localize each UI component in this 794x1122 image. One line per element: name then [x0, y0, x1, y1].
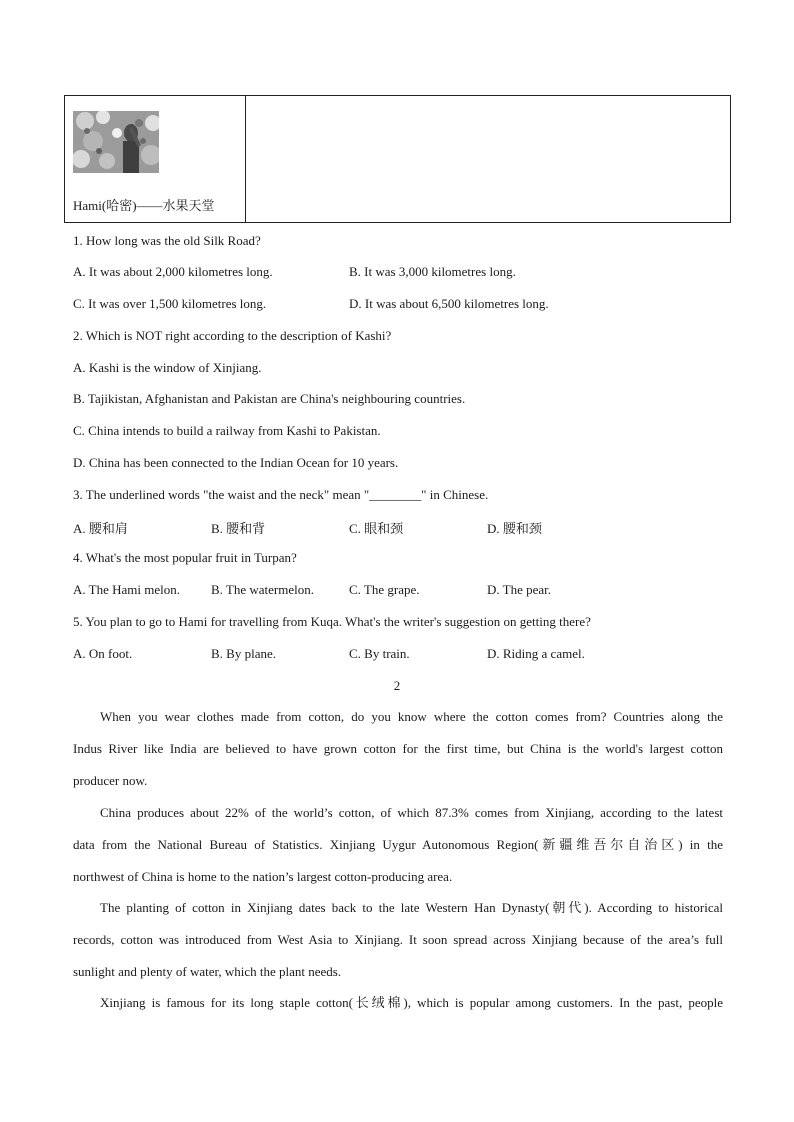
passage-line: sunlight and plenty of water, which the plant needs.	[73, 964, 342, 979]
question-4-stem: 4. What's the most popular fruit in Turpan?	[73, 550, 297, 565]
passage-line: northwest of China is home to the nation’s largest cotton-producing area.	[73, 869, 453, 884]
table-divider	[245, 96, 246, 222]
question-1-option-d: D. It was about 6,500 kilometres long.	[349, 296, 549, 311]
question-1-option-a: A. It was about 2,000 kilometres long.	[73, 264, 273, 279]
question-3-option-c: C. 眼和颈	[349, 521, 404, 536]
question-4-option-a: A. The Hami melon.	[73, 582, 180, 597]
question-3-stem: 3. The underlined words "the waist and the neck" mean "________" in Chinese.	[73, 487, 489, 502]
question-3-option-a: A. 腰和肩	[73, 521, 128, 536]
passage-paragraph-1	[73, 709, 723, 805]
question-2-stem: 2. Which is NOT right according to the description of Kashi?	[73, 328, 392, 343]
passage-paragraph-4	[73, 995, 723, 1027]
question-4-option-b: B. The watermelon.	[211, 582, 315, 597]
passage-line: data from the National Bureau of Statistics. Xinjiang Uygur Autonomous Region(新疆维吾尔自治区) in the	[73, 837, 723, 852]
question-1-stem: 1. How long was the old Silk Road?	[73, 233, 261, 248]
section-number: 2	[393, 678, 401, 693]
question-5-stem: 5. You plan to go to Hami for travelling from Kuqa. What's the writer's suggestion on getting there?	[73, 614, 591, 629]
passage-line: China produces about 22% of the world’s cotton, of which 87.3% comes from Xinjiang, according to the latest	[100, 805, 723, 820]
person-picking-fruit-photo	[73, 111, 159, 173]
question-4-option-c: C. The grape.	[349, 582, 420, 597]
question-2-option-a: A. Kashi is the window of Xinjiang.	[73, 360, 262, 375]
passage-line: The planting of cotton in Xinjiang dates back to the late Western Han Dynasty(朝代). According to historical	[100, 900, 723, 915]
question-1-option-b: B. It was 3,000 kilometres long.	[349, 264, 516, 279]
passage-line: When you wear clothes made from cotton, do you know where the cotton comes from? Countries along the	[100, 709, 723, 724]
question-5-option-b: B. By plane.	[211, 646, 276, 661]
passage-line: Xinjiang is famous for its long staple cotton(长绒棉), which is popular among customers. In the past, people	[100, 995, 723, 1010]
question-4-option-d: D. The pear.	[487, 582, 552, 597]
question-3-option-d: D. 腰和颈	[487, 521, 542, 536]
table-caption: Hami(哈密)——水果天堂	[73, 198, 215, 213]
question-3-option-b: B. 腰和背	[211, 521, 266, 536]
question-5-option-d: D. Riding a camel.	[487, 646, 585, 661]
passage-paragraph-2	[73, 805, 723, 901]
passage-line: producer now.	[73, 773, 148, 788]
question-5-option-c: C. By train.	[349, 646, 410, 661]
question-2-option-d: D. China has been connected to the Indian Ocean for 10 years.	[73, 455, 399, 470]
content-table	[64, 95, 731, 223]
passage-paragraph-3	[73, 900, 723, 996]
question-5-option-a: A. On foot.	[73, 646, 133, 661]
question-2-option-b: B. Tajikistan, Afghanistan and Pakistan are China's neighbouring countries.	[73, 391, 466, 406]
passage-line: records, cotton was introduced from West Asia to Xinjiang. It soon spread across Xinjiang because of the area’s full	[73, 932, 723, 947]
question-1-option-c: C. It was over 1,500 kilometres long.	[73, 296, 267, 311]
passage-line: Indus River like India are believed to have grown cotton for the first time, but China is the world's largest cotton	[73, 741, 723, 756]
question-2-option-c: C. China intends to build a railway from Kashi to Pakistan.	[73, 423, 381, 438]
